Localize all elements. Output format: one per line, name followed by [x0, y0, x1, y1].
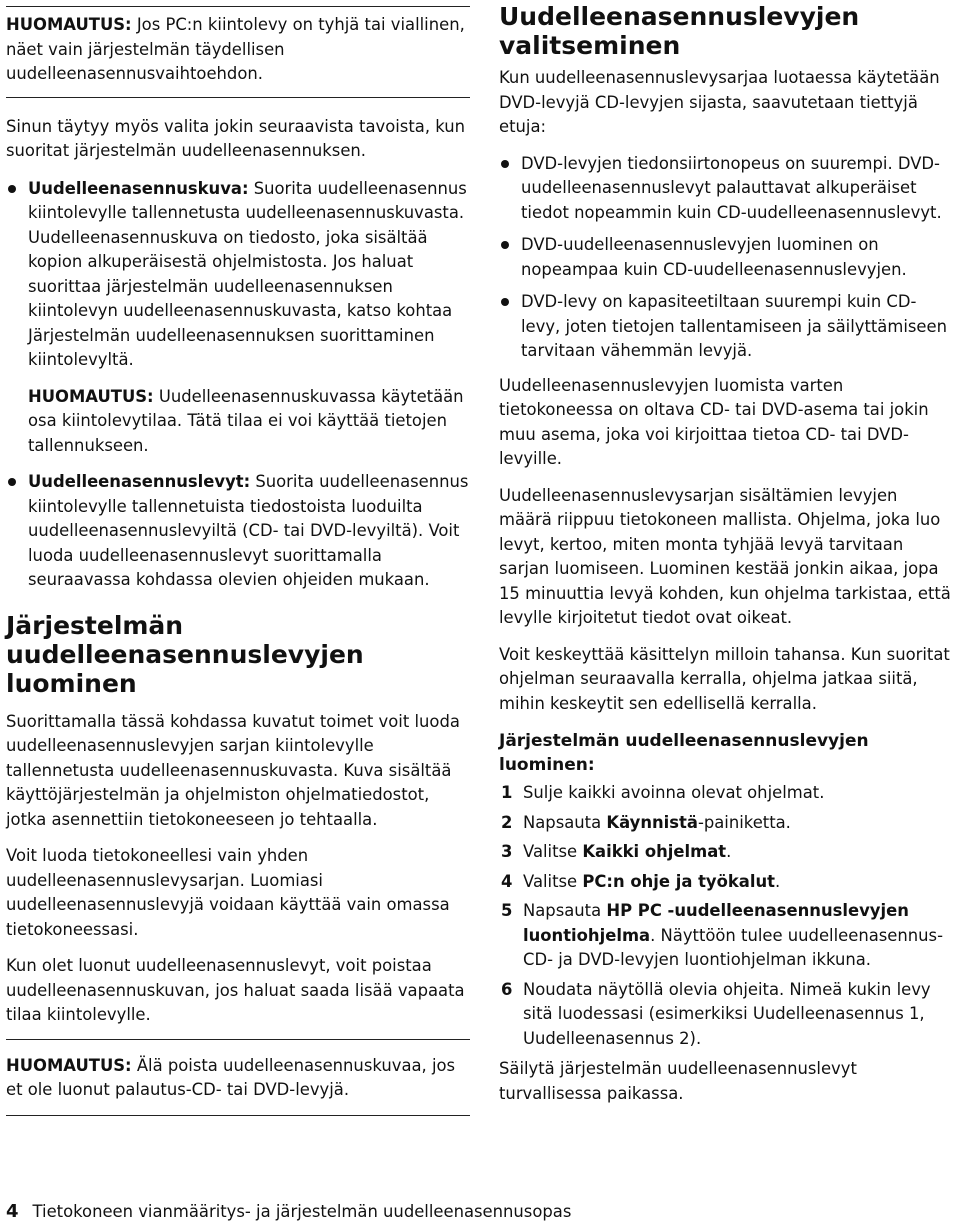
note-text: Jos PC:n kiintolevy on tyhjä tai viallinen, näet vain järjestelmän täydellisen uudelleenasennusvaihtoehdon.	[6, 15, 465, 83]
step-item	[499, 840, 955, 865]
step-number: 2	[501, 812, 513, 832]
note-top-rule	[6, 6, 470, 7]
bullet-label: Uudelleenasennuslevyt:	[28, 472, 251, 491]
list-item	[499, 152, 955, 226]
procedure-steps	[499, 781, 955, 1051]
document-title: Tietokoneen vianmääritys- ja järjestelmän uudelleenasennusopas	[32, 1202, 572, 1221]
step-number: 5	[501, 901, 513, 920]
bullet-text: Suorita uudelleenasennus kiintolevylle tallennetusta uudelleenasennuskuvasta. Uudelleenasennuskuva on tiedosto, joka sisältää kopion alkuperäisestä ohjelmistosta. Jos haluat suorittaa järjestelmän uudelleenasennuksen kiintolevyn uudelleenasennuskuvasta, katso kohtaa Järjestelmän uudelleenasennuksen suorittaminen kiintolevyltä.	[28, 178, 467, 369]
bullet-text: Suorita uudelleenasennus kiintolevylle tallennetuista tiedostoista luoduilta uudelleenasennuslevyiltä (CD- tai DVD-levyiltä). Voit luoda uudelleenasennuslevyt suorittamalla seuraavassa kohdassa olevien ohjeiden mukaan.	[28, 472, 469, 589]
note-bottom-rule	[6, 1115, 470, 1116]
step-text: . Näyttöön tulee uudelleenasennus-CD- ja DVD-levyjen luontiohjelman ikkuna.	[523, 925, 943, 969]
step-text: .	[726, 842, 732, 861]
page-footer	[6, 1200, 571, 1224]
list-item	[6, 470, 470, 593]
paragraph: Uudelleenasennuslevysarjan sisältämien levyjen määrä riippuu tietokoneen mallista. Ohjelma, joka luo levyt, kertoo, miten monta tyhjää levyä tarvitaan sarjan luomiseen. Luominen kestää jonkin aikaa, jopa 15 minuuttia levyä kohden, kun ohjelma tarkistaa, että levylle kirjoitetut tiedot ovat oikeat.	[499, 485, 951, 627]
step-item	[499, 978, 955, 1052]
procedure-heading: Järjestelmän uudelleenasennuslevyjen luominen:	[499, 731, 869, 775]
bullet-icon	[501, 241, 509, 249]
note-hard-drive-empty	[6, 13, 470, 87]
step-text: Noudata näytöllä olevia ohjeita. Nimeä kukin levy sitä luodessasi (esimerkiksi Uudelleenasennus 1, Uudelleenasennus 2).	[523, 979, 931, 1048]
list-item	[6, 177, 470, 373]
list-item	[499, 233, 955, 282]
section-heading: Järjestelmän uudelleenasennuslevyjen luominen	[6, 610, 364, 698]
step-number: 6	[501, 979, 513, 999]
intro-paragraph: Sinun täytyy myös valita jokin seuraavista tavoista, kun suoritat järjestelmän uudelleenasennuksen.	[6, 116, 466, 160]
note-label: HUOMAUTUS:	[6, 1055, 132, 1075]
bullet-icon	[8, 478, 16, 486]
page-number: 4	[6, 1201, 19, 1222]
step-text: Napsauta	[523, 901, 607, 920]
recovery-image-note	[6, 385, 470, 459]
right-column	[499, 0, 955, 1106]
note-label: HUOMAUTUS:	[6, 15, 132, 34]
step-number: 4	[501, 871, 513, 891]
step-item	[499, 781, 955, 806]
step-text: -painiketta.	[697, 812, 791, 832]
paragraph: Voit keskeyttää käsittelyn milloin tahansa. Kun suoritat ohjelman seuraavalla kerralla, ohjelma jatkaa siitä, mihin keskeytit sen edellisellä kerralla.	[499, 644, 950, 713]
bullet-icon	[501, 160, 509, 168]
step-text: Napsauta	[523, 812, 607, 832]
step-text: Valitse	[523, 842, 583, 861]
bullet-icon	[8, 185, 16, 193]
note-top-rule	[6, 1039, 470, 1040]
bullet-text: DVD-levy on kapasiteetiltaan suurempi kuin CD-levy, joten tietojen tallentamiseen ja säilyttämiseen tarvitaan vähemmän levyjä.	[521, 292, 947, 360]
recovery-method-list	[6, 177, 470, 373]
note-label: HUOMAUTUS:	[28, 386, 154, 406]
bullet-text: DVD-uudelleenasennuslevyjen luominen on nopeampaa kuin CD-uudelleenasennuslevyjen.	[521, 235, 907, 279]
step-item	[499, 870, 955, 895]
step-emphasis: PC:n ohje ja työkalut	[582, 871, 775, 891]
paragraph: Uudelleenasennuslevyjen luomista varten tietokoneessa on oltava CD- tai DVD-asema tai jokin muu asema, joka voi kirjoittaa tietoa CD- tai DVD-levyille.	[499, 375, 929, 468]
paragraph: Voit luoda tietokoneellesi vain yhden uudelleenasennuslevysarjan. Luomiasi uudelleenasennuslevyjä voidaan käyttää vain omassa tietokoneessasi.	[6, 846, 450, 939]
step-number: 3	[501, 842, 513, 861]
bullet-text: DVD-levyjen tiedonsiirtonopeus on suurempi. DVD-uudelleenasennuslevyt palauttavat alkuperäiset tiedot nopeammin kuin CD-uudelleenasennuslevyt.	[521, 153, 942, 222]
note-do-not-delete	[6, 1054, 470, 1103]
bullet-label: Uudelleenasennuskuva:	[28, 178, 249, 198]
step-emphasis: Käynnistä	[606, 812, 698, 832]
section-heading: Uudelleenasennuslevyjen valitseminen	[499, 2, 860, 60]
note-bottom-rule	[6, 97, 470, 98]
recovery-method-list-2	[6, 470, 470, 593]
step-emphasis: Kaikki ohjelmat	[582, 842, 727, 861]
paragraph: Suorittamalla tässä kohdassa kuvatut toimet voit luoda uudelleenasennuslevyjen sarjan kiintolevylle tallennetusta uudelleenasennuskuvasta. Kuva sisältää käyttöjärjestelmän ja ohjelmiston ohjelmatiedostot, jotka asennettiin tietokoneeseen jo tehtaalla.	[6, 711, 460, 829]
intro-paragraph: Kun uudelleenasennuslevysarjaa luotaessa käytetään DVD-levyjä CD-levyjen sijasta, saavutetaan tiettyjä etuja:	[499, 68, 940, 136]
step-text: Valitse	[523, 871, 583, 891]
step-item	[499, 899, 955, 973]
list-item	[499, 290, 955, 364]
dvd-benefits-list	[499, 152, 955, 364]
left-column	[6, 0, 470, 1116]
note-text: Uudelleenasennuskuvassa käytetään osa kiintolevytilaa. Tätä tilaa ei voi käyttää tietojen tallennukseen.	[28, 386, 464, 455]
step-item	[499, 811, 955, 836]
step-text: Sulje kaikki avoinna olevat ohjelmat.	[523, 783, 825, 802]
step-emphasis: HP PC -uudelleenasennuslevyjen luontiohjelma	[523, 901, 909, 945]
note-text: Älä poista uudelleenasennuskuvaa, jos et ole luonut palautus-CD- tai DVD-levyjä.	[6, 1055, 456, 1099]
bullet-icon	[501, 298, 509, 306]
paragraph: Kun olet luonut uudelleenasennuslevyt, voit poistaa uudelleenasennuskuvan, jos haluat saada lisää vapaata tilaa kiintolevylle.	[6, 956, 465, 1024]
closing-paragraph: Säilytä järjestelmän uudelleenasennuslevyt turvallisessa paikassa.	[499, 1059, 857, 1103]
step-text: .	[774, 871, 781, 891]
step-number: 1	[501, 783, 513, 802]
